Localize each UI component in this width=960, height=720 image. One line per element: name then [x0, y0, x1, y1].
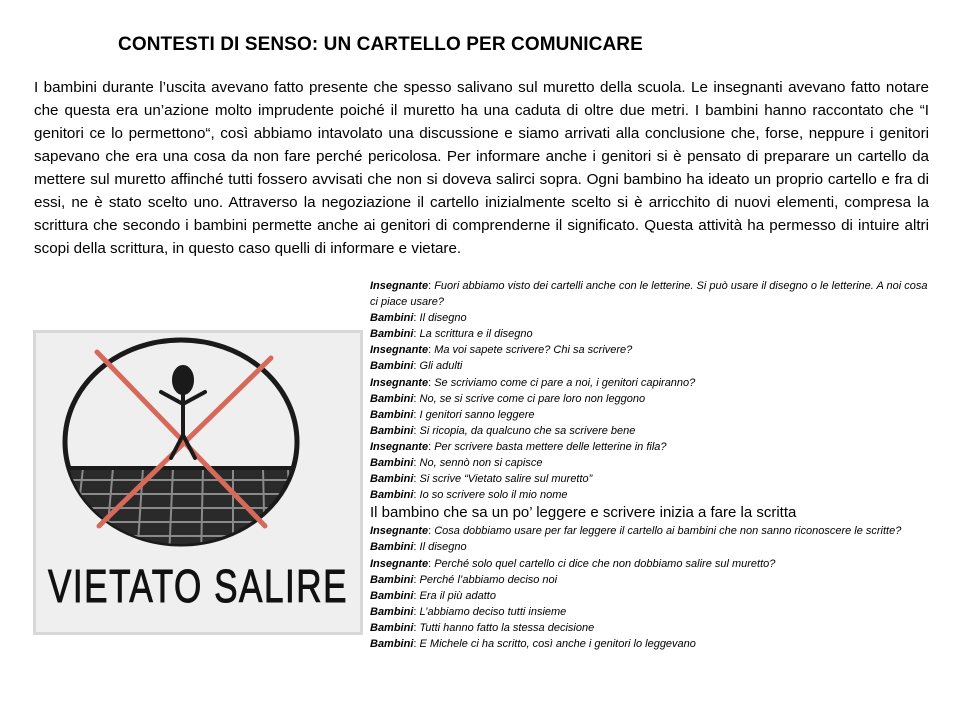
dialogue-line: Bambini: Si ricopia, da qualcuno che sa scrivere bene	[370, 424, 636, 437]
dialogue-line: Bambini: Si scrive “Vietato salire sul muretto”	[370, 473, 593, 486]
dialogue-line: Bambini: I genitori sanno leggere	[370, 408, 535, 421]
dialogue-speaker: Bambini	[370, 457, 414, 470]
dialogue-speaker: Insegnante	[370, 376, 429, 389]
dialogue-line: Insegnante: Perché solo quel cartello ci dice che non dobbiamo salire sul muretto?	[370, 557, 776, 570]
dialogue-line: Bambini: No, se si scrive come ci pare loro non leggono	[370, 392, 646, 405]
dialogue-speaker: Bambini	[370, 392, 414, 405]
dialogue-text: Era il più adatto	[419, 589, 496, 602]
dialogue-text: Gli adulti	[419, 360, 463, 373]
dialogue-line: Bambini: Gli adulti	[370, 360, 463, 373]
dialogue-line: Bambini: La scrittura e il disegno	[370, 328, 533, 341]
dialogue-text: La scrittura e il disegno	[419, 328, 533, 341]
dialogue-speaker: Bambini	[370, 312, 414, 325]
dialogue-part-2	[370, 523, 930, 652]
dialogue-line: Bambini: Perché l’abbiamo deciso noi	[370, 573, 558, 586]
dialogue-line: Insegnante: Ma voi sapete scrivere? Chi sa scrivere?	[370, 344, 633, 357]
dialogue-text: Per scrivere basta mettere delle letterine in fila?	[434, 440, 667, 453]
dialogue-speaker: Bambini	[370, 489, 414, 502]
dialogue-transcript	[370, 278, 930, 652]
dialogue-speaker: Insegnante	[370, 525, 429, 538]
dialogue-line: Insegnante: Se scriviamo come ci pare a noi, i genitori capiranno?	[370, 376, 696, 389]
dialogue-text: E Michele ci ha scritto, così anche i genitori lo leggevano	[419, 637, 696, 650]
dialogue-text: Il disegno	[419, 312, 467, 325]
dialogue-text: L’abbiamo deciso tutti insieme	[419, 605, 567, 618]
dialogue-speaker: Bambini	[370, 589, 414, 602]
dialogue-note: Il bambino che sa un po’ leggere e scrivere inizia a fare la scritta	[370, 504, 797, 522]
sign-text: VIETATO SALIRE	[48, 560, 348, 612]
dialogue-speaker: Insegnante	[370, 440, 429, 453]
dialogue-speaker: Insegnante	[370, 344, 429, 357]
dialogue-line: Bambini: Io so scrivere solo il mio nome	[370, 489, 568, 502]
dialogue-line: Bambini: Il disegno	[370, 541, 467, 554]
dialogue-text: Fuori abbiamo visto dei cartelli anche con le letterine. Si può usare il disegno o le letterine. A noi cosa ci piace usare?	[370, 280, 928, 309]
dialogue-speaker: Bambini	[370, 621, 414, 634]
dialogue-text: Si ricopia, da qualcuno che sa scrivere bene	[419, 424, 636, 437]
intro-paragraph: I bambini durante l’uscita avevano fatto presente che spesso salivano sul muretto della scuola. Le insegnanti avevano fatto notare che questa era un’azione molto imprudente poiché il muretto ha una caduta di oltre due metri. I bambini hanno raccontato che “I genitori ce lo permettono“, così abbiamo intavolato una discussione e siamo arrivati alla conclusione che, forse, neppure i genitori sapevano che era una cosa da non fare perché pericolosa. Per informare anche i genitori si è pensato di preparare un cartello da mettere sul muretto affinché tutti fossero avvisati che non si doveva salirci sopra. Ogni bambino ha ideato un proprio cartello e fra di essi, ne è stato scelto uno. Attraverso la negoziazione il cartello inizialmente scelto si è arricchito di nuovi elementi, compresa la scrittura che secondo i bambini permette anche ai genitori di comprenderne il significato. Questa attività ha permesso di intuire altri scopi della scrittura, in questo caso quelli di informare e vietare.	[34, 79, 929, 257]
dialogue-text: Cosa dobbiamo usare per far leggere il cartello ai bambini che non sanno riconoscere le scritte?	[434, 525, 902, 538]
dialogue-speaker: Bambini	[370, 573, 414, 586]
dialogue-speaker: Bambini	[370, 605, 414, 618]
dialogue-text: Tutti hanno fatto la stessa decisione	[419, 621, 595, 634]
dialogue-speaker: Insegnante	[370, 280, 429, 292]
dialogue-speaker: Bambini	[370, 473, 414, 486]
dialogue-speaker: Bambini	[370, 424, 414, 437]
page-title: CONTESTI DI SENSO: UN CARTELLO PER COMUNICARE	[118, 34, 643, 55]
dialogue-text: No, se si scrive come ci pare loro non leggono	[419, 392, 646, 405]
dialogue-speaker: Bambini	[370, 328, 414, 341]
dialogue-text: Ma voi sapete scrivere? Chi sa scrivere?	[434, 344, 633, 357]
dialogue-speaker: Bambini	[370, 541, 414, 554]
dialogue-part-1	[370, 278, 930, 503]
dialogue-line: Bambini: Era il più adatto	[370, 589, 496, 602]
dialogue-line: Insegnante: Per scrivere basta mettere delle letterine in fila?	[370, 440, 667, 453]
dialogue-line: Insegnante: Fuori abbiamo visto dei cartelli anche con le letterine. Si può usare il disegno o le letterine. A noi cosa ci piace usare?	[370, 280, 928, 309]
dialogue-text: I genitori sanno leggere	[419, 408, 535, 421]
dialogue-text: Il disegno	[419, 541, 467, 554]
dialogue-text: Perché l’abbiamo deciso noi	[419, 573, 558, 586]
dialogue-line: Bambini: No, sennò non si capisce	[370, 457, 543, 470]
child-drawing-photo	[33, 330, 363, 635]
dialogue-speaker: Bambini	[370, 408, 414, 421]
dialogue-speaker: Bambini	[370, 360, 414, 373]
dialogue-speaker: Insegnante	[370, 557, 429, 570]
dialogue-speaker: Bambini	[370, 637, 414, 650]
dialogue-line: Bambini: E Michele ci ha scritto, così anche i genitori lo leggevano	[370, 637, 696, 650]
dialogue-line: Bambini: Tutti hanno fatto la stessa decisione	[370, 621, 595, 634]
dialogue-text: Si scrive “Vietato salire sul muretto”	[419, 473, 593, 486]
dialogue-text: Se scriviamo come ci pare a noi, i genitori capiranno?	[434, 376, 696, 389]
dialogue-line: Bambini: L’abbiamo deciso tutti insieme	[370, 605, 567, 618]
dialogue-text: Io so scrivere solo il mio nome	[419, 489, 568, 502]
dialogue-line: Insegnante: Cosa dobbiamo usare per far leggere il cartello ai bambini che non sanno riconoscere le scritte?	[370, 525, 902, 538]
dialogue-text: No, sennò non si capisce	[419, 457, 543, 470]
drawing-svg	[33, 330, 363, 635]
dialogue-text: Perché solo quel cartello ci dice che non dobbiamo salire sul muretto?	[434, 557, 776, 570]
dialogue-line: Bambini: Il disegno	[370, 312, 467, 325]
